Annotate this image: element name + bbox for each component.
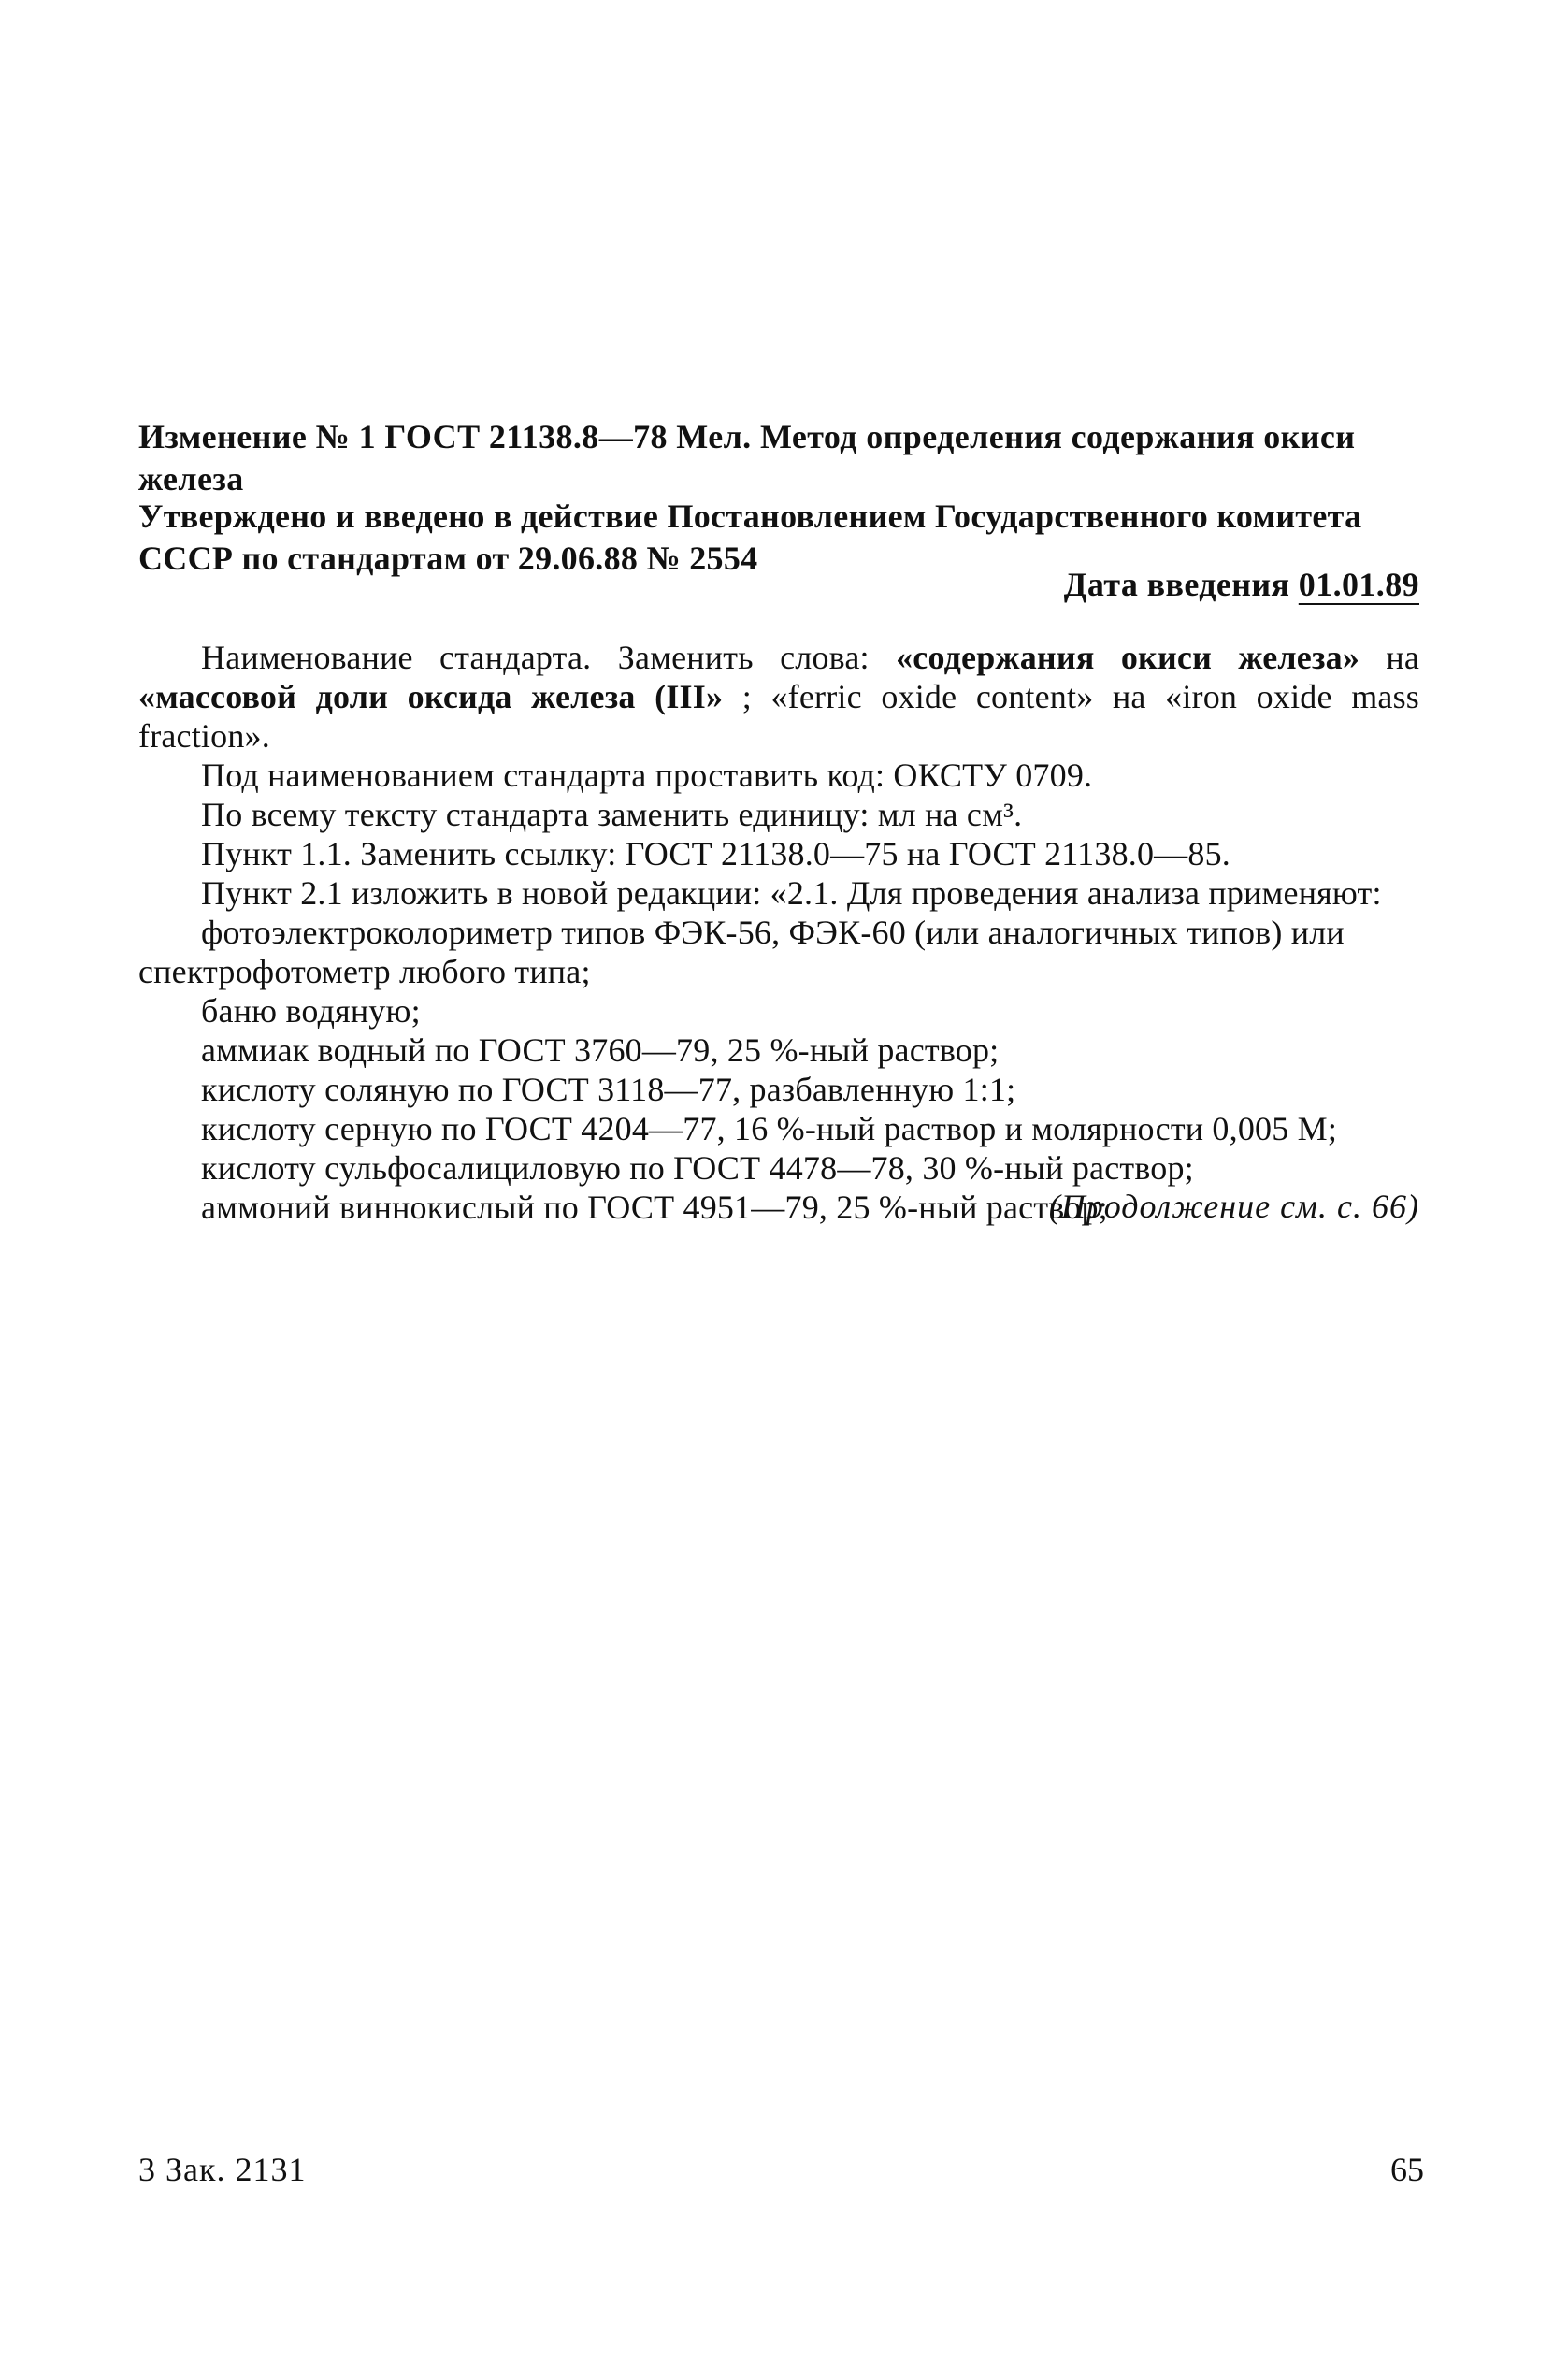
reagent-list-item-2: кислоту соляную по ГОСТ 3118—77, разбавленную 1:1; bbox=[201, 1071, 1016, 1108]
effective-date-line bbox=[1064, 564, 1419, 606]
approval-statement: Утверждено и введено в действие Постановлением Государственного комитета СССР по стандартам от 29.06.88 № 2554 bbox=[138, 497, 1362, 577]
standard-name-prefix: Наименование стандарта. Заменить слова: bbox=[201, 639, 897, 676]
new-edition-paragraph: Пункт 2.1 изложить в новой редакции: «2.1. Для проведения анализа применяют: bbox=[201, 874, 1382, 912]
equipment-list-item-2: баню водяную; bbox=[201, 992, 421, 1030]
page-number: 65 bbox=[1390, 2151, 1424, 2188]
english-title-replacement: ; «ferric oxide content» на «iron oxide mass fraction». bbox=[138, 678, 1419, 755]
reference-paragraph: Пункт 1.1. Заменить ссылку: ГОСТ 21138.0—75 на ГОСТ 21138.0—85. bbox=[201, 835, 1230, 872]
standard-name-connector: на bbox=[1386, 639, 1420, 676]
unit-paragraph: По всему тексту стандарта заменить единицу: мл на см³. bbox=[201, 796, 1023, 833]
reagent-list-item-3: кислоту серную по ГОСТ 4204—77, 16 %-ный раствор и молярности 0,005 М; bbox=[201, 1110, 1338, 1147]
new-title-phrase: «массовой доли оксида железа (III» bbox=[138, 678, 724, 715]
reagent-list-item-4: кислоту сульфосалициловую по ГОСТ 4478—78, 30 %-ный раствор; bbox=[201, 1149, 1194, 1187]
effective-date-value: 01.01.89 bbox=[1298, 566, 1419, 603]
order-number: 3 Зак. 2131 bbox=[138, 2151, 307, 2188]
amendment-title: Изменение № 1 ГОСТ 21138.8—78 Мел. Метод определения содержания окиси железа bbox=[138, 418, 1356, 497]
reagent-list-item-5: аммоний виннокислый по ГОСТ 4951—79, 25 %-ный раствор; bbox=[201, 1189, 1108, 1226]
standard-name-paragraph bbox=[138, 638, 1419, 756]
amendment-body bbox=[138, 638, 1419, 1227]
effective-date-label: Дата введения bbox=[1063, 566, 1290, 603]
reagent-list-item-1: аммиак водный по ГОСТ 3760—79, 25 %-ный раствор; bbox=[201, 1031, 1000, 1069]
code-paragraph: Под наименованием стандарта проставить код: ОКСТУ 0709. bbox=[201, 757, 1093, 794]
equipment-list-item-1: фотоэлектроколориметр типов ФЭК-56, ФЭК-60 (или аналогичных типов) или спектрофотометр любого типа; bbox=[138, 914, 1345, 990]
old-title-phrase: «содержания окиси железа» bbox=[896, 639, 1360, 676]
continuation-note: (Продолжение см. с. 66) bbox=[1048, 1188, 1419, 1225]
